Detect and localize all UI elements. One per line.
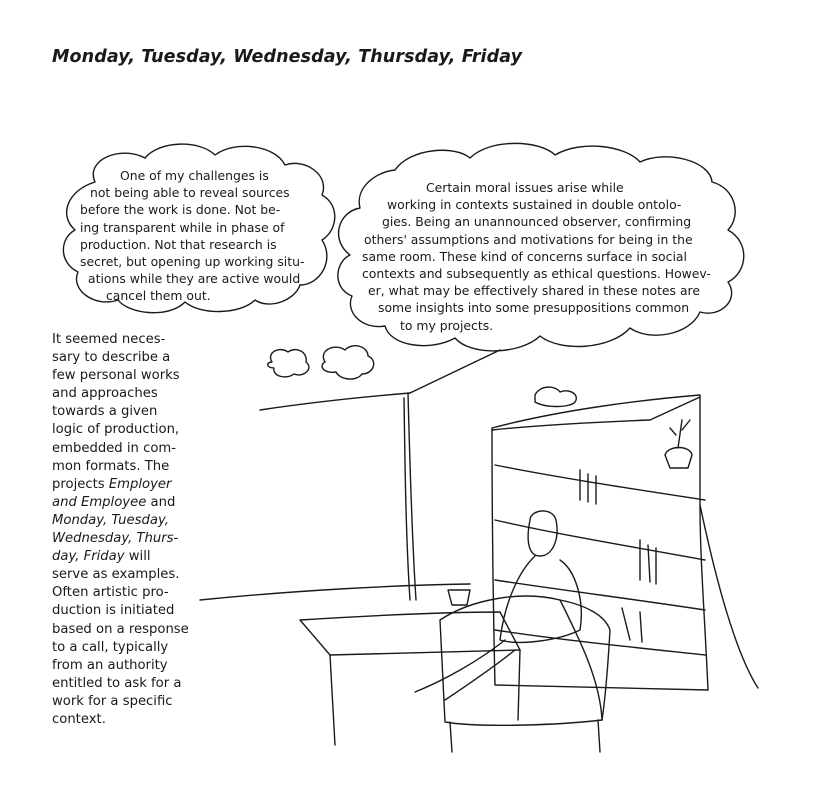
bubble-right-line: contexts and subsequently as ethical questions. Howev- [362,266,711,282]
armchair [440,596,602,725]
body-line: mon formats. The [52,458,170,474]
body-line: and approaches [52,386,158,402]
body-line: projects Employer [52,476,172,492]
thought-bubble-small-2 [268,350,309,377]
bubble-right-line: Certain moral issues arise while [426,180,624,195]
body-line: logic of production, [52,422,180,438]
bubble-right-line: others' assumptions and motivations for being in the [364,231,693,247]
body-line: Wednesday, Thurs- [52,531,179,547]
bubble-right-line: some insights into some presuppositions common [378,300,690,316]
bubble-left-line: ing transparent while in phase of [80,219,285,235]
bubble-right-line: same room. These kind of concerns surface in social [362,248,687,264]
page-title: Monday, Tuesday, Wednesday, Thursday, Friday [52,47,523,67]
body-line: serve as examples. [52,567,180,583]
bubble-right-line: er, what may be effectively shared in these notes are [368,283,700,299]
body-line: It seemed neces- [52,332,166,347]
cup-icon [448,590,470,605]
bubble-right-line: working in contexts sustained in double ontolo- [387,197,682,213]
person [528,511,557,556]
floor-line [200,584,470,600]
body-line: from an authority [52,657,168,673]
body-line: few personal works [52,368,180,384]
bubble-left-line: production. Not that research is [80,236,277,252]
body-line: Monday, Tuesday, [52,512,169,528]
body-line: and Employee and [52,494,176,510]
body-line: to a call, typically [52,639,169,655]
body-line: day, Friday will [52,549,151,565]
body-line: work for a specific [52,693,173,709]
body-line: entitled to ask for a [52,675,182,691]
body-line: based on a response [52,621,189,637]
wall-corner [408,393,416,600]
body-line: sary to describe a [52,350,171,366]
bubble-right-line: gies. Being an unannounced observer, confirming [382,214,692,230]
bubble-left-line: ations while they are active would [88,271,301,287]
body-line: embedded in com- [52,440,176,456]
bubble-left-line: secret, but opening up working situ- [80,254,305,270]
bookshelf [492,395,708,690]
thought-bubble-left-text [80,167,320,305]
body-line: duction is initiated [52,603,175,619]
body-paragraph [52,331,212,729]
vase-icon [665,448,692,469]
thought-bubble-small-1 [322,346,374,379]
desk [300,612,520,655]
thought-bubble-right-text [362,179,732,334]
bubble-right-line: to my projects. [400,317,494,333]
body-line: towards a given [52,404,158,420]
bubble-left-line: not being able to reveal sources [90,185,290,201]
body-line: context. [52,711,106,727]
bubble-left-line: cancel them out. [106,288,211,304]
bubble-left-line: One of my challenges is [120,168,269,183]
body-line: Often artistic pro- [52,585,169,601]
bubble-left-line: before the work is done. Not be- [80,202,281,218]
wall-line [260,393,410,410]
